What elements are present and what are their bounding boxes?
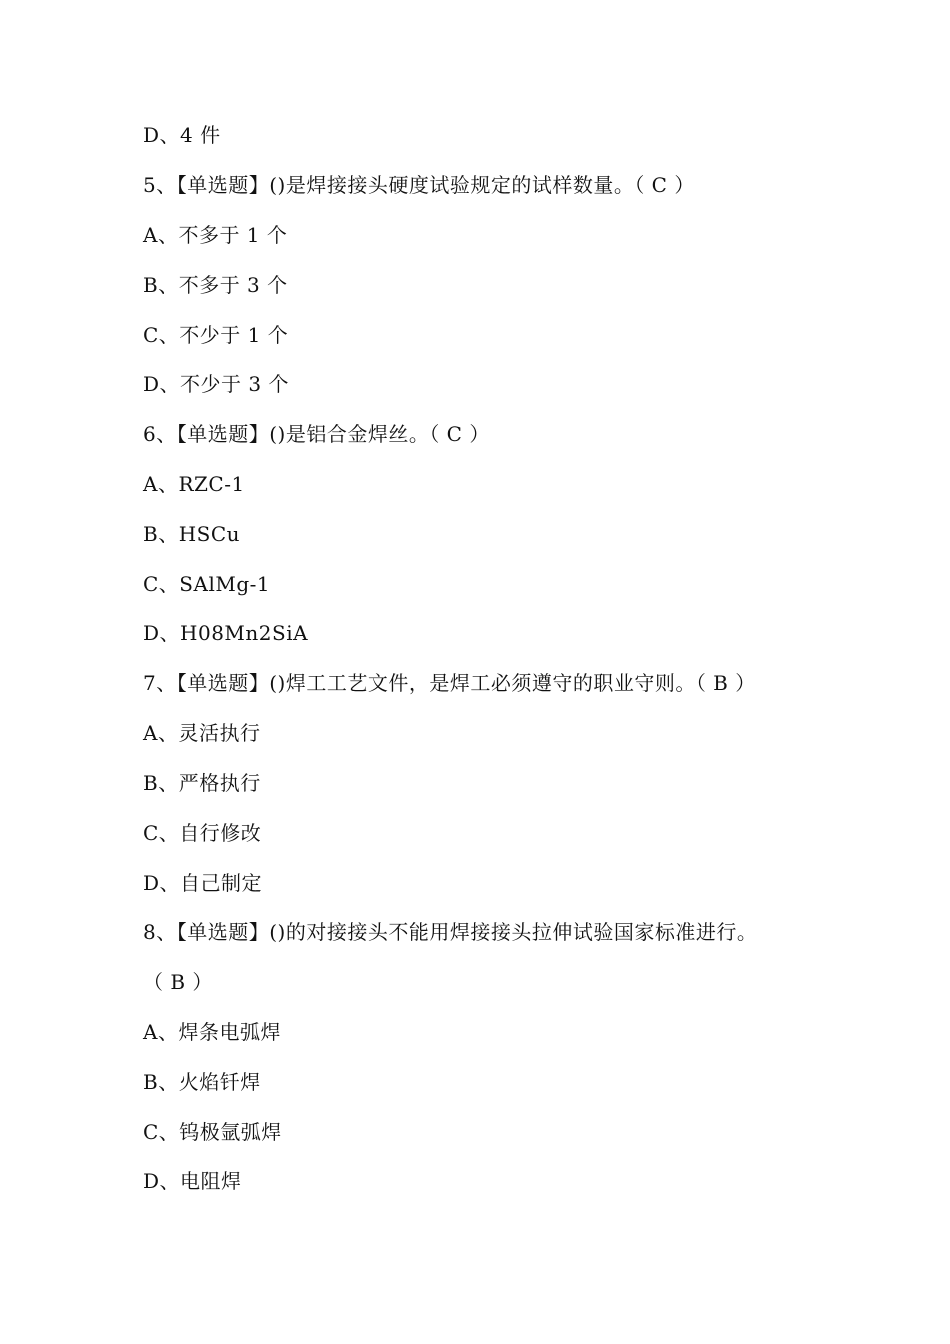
- option-line: A、RZC-1: [143, 472, 245, 496]
- option-line: C、SAlMg-1: [143, 572, 271, 596]
- option-line: A、不多于 1 个: [143, 223, 288, 247]
- option-line: C、钨极氩弧焊: [143, 1120, 282, 1144]
- question-line: 8、【单选题】()的对接接头不能用焊接接头拉伸试验国家标准进行。: [143, 920, 758, 944]
- question-line: 6、【单选题】()是铝合金焊丝。（ C ）: [143, 422, 490, 446]
- option-line: D、自己制定: [143, 871, 263, 895]
- answer-line: （ B ）: [143, 970, 213, 994]
- option-line: D、H08Mn2SiA: [143, 621, 309, 645]
- option-line: D、电阻焊: [143, 1169, 242, 1193]
- option-line: D、不少于 3 个: [143, 372, 289, 396]
- option-line: A、灵活执行: [143, 721, 261, 745]
- option-line: B、HSCu: [143, 522, 241, 546]
- option-line: A、焊条电弧焊: [143, 1020, 281, 1044]
- option-line: D、4 件: [143, 123, 221, 147]
- option-line: B、火焰钎焊: [143, 1070, 261, 1094]
- option-line: C、自行修改: [143, 821, 262, 845]
- option-line: B、不多于 3 个: [143, 273, 288, 297]
- question-line: 5、【单选题】()是焊接接头硬度试验规定的试样数量。（ C ）: [143, 173, 695, 197]
- question-line: 7、【单选题】()焊工工艺文件，是焊工必须遵守的职业守则。（ B ）: [143, 671, 756, 695]
- option-line: C、不少于 1 个: [143, 323, 289, 347]
- option-line: B、严格执行: [143, 771, 261, 795]
